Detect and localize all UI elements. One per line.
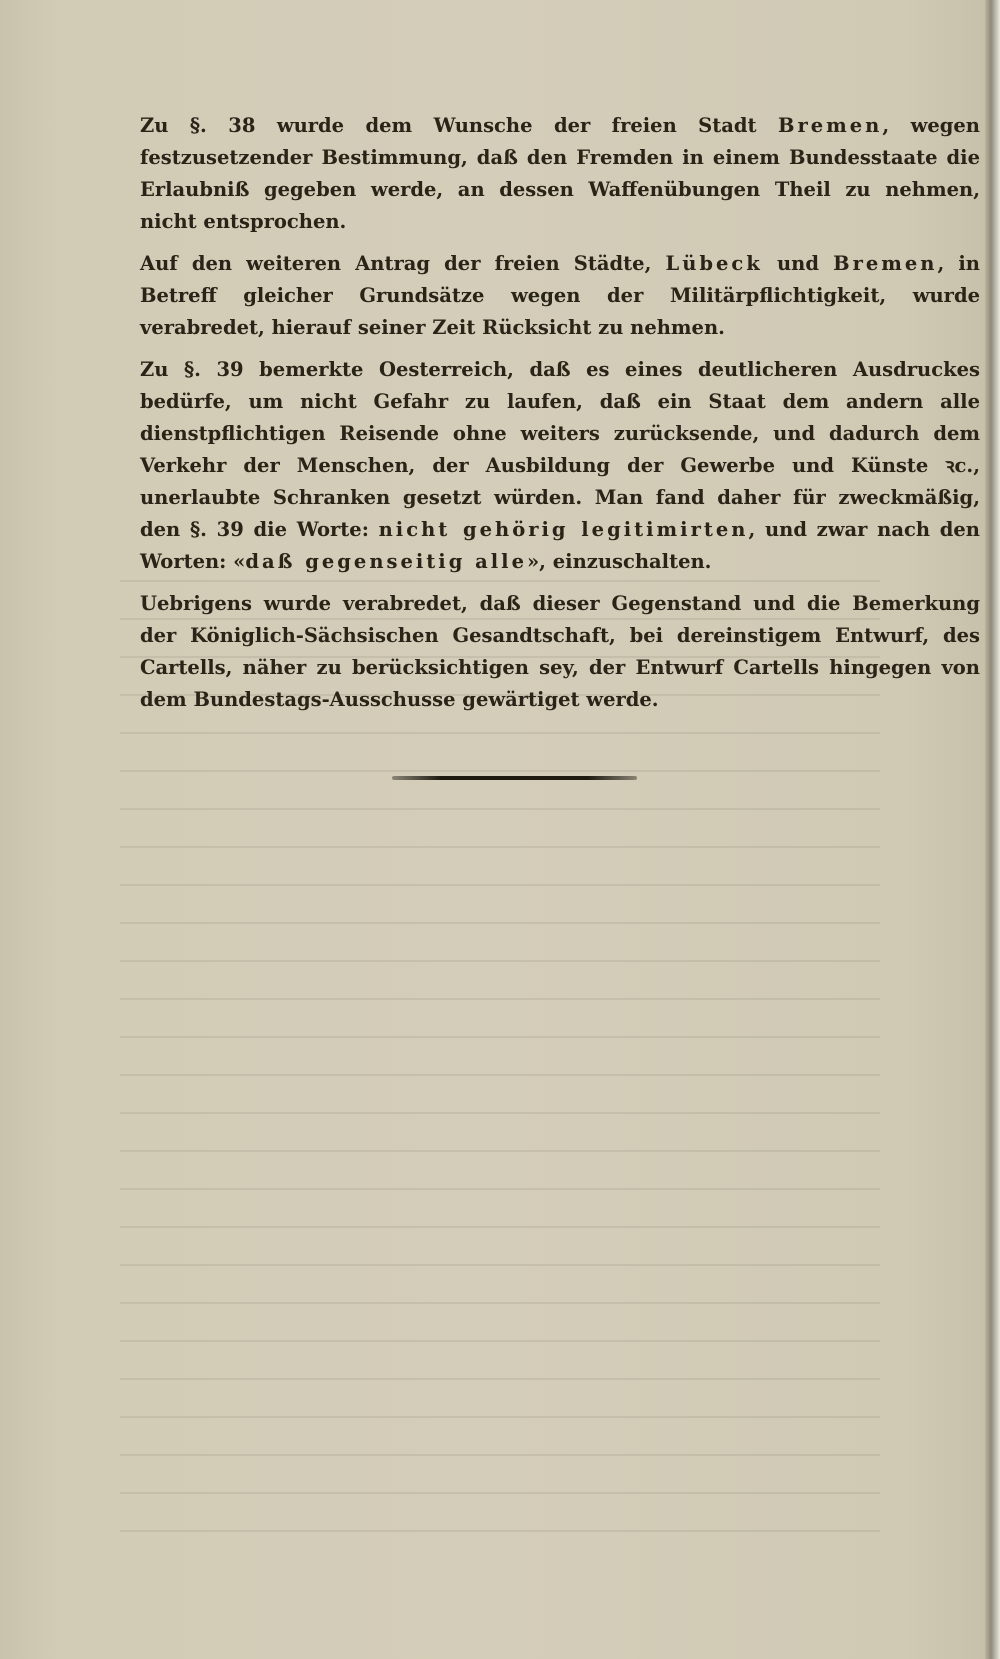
spaced-phrase: nicht gehörig legitimirten xyxy=(378,518,749,541)
text-run: , und zwar nach den Worten: « xyxy=(140,518,980,573)
text-block xyxy=(140,110,980,726)
text-run: , in Betreff gleicher Grundsätze wegen der Militärpflichtigkeit, wurde verabredet, hierauf seiner Zeit Rücksicht zu nehmen. xyxy=(140,252,980,339)
section-divider-rule xyxy=(392,776,637,780)
text-run: Zu §. 38 wurde dem Wunsche der freien Stadt xyxy=(140,114,778,137)
text-run: und xyxy=(762,252,834,275)
spaced-name-bremen: Bremen xyxy=(777,114,883,137)
text-run: Uebrigens wurde verabredet, daß dieser Gegenstand und die Bemerkung der Königlich-Sächsischen Gesandtschaft, bei dereinstigem Entwurf, des Cartells, näher zu berücksichtigen sey, der Entwurf Cartells hingegen von dem Bundestags-Ausschusse gewärtiget werde. xyxy=(140,592,980,711)
paragraph-1 xyxy=(140,110,980,238)
paragraph-2 xyxy=(140,248,980,344)
spaced-phrase: daß gegenseitig alle xyxy=(245,550,527,573)
spaced-name-luebeck: Lübeck xyxy=(665,252,763,275)
text-run: Auf den weiteren Antrag der freien Städte, xyxy=(140,252,666,275)
text-run: », einzuschalten. xyxy=(526,550,712,573)
page-edge-shadow xyxy=(985,0,1000,1659)
spaced-name-bremen: Bremen xyxy=(833,252,938,275)
paragraph-4 xyxy=(140,588,980,716)
text-run: , wegen festzusetzender Bestimmung, daß den Fremden in einem Bundesstaate die Erlaubniß gegeben werde, an dessen Waffenübungen Theil zu nehmen, nicht entsprochen. xyxy=(140,114,980,233)
paragraph-3 xyxy=(140,354,980,578)
text-run: Zu §. 39 bemerkte Oesterreich, daß es eines deutlicheren Ausdruckes bedürfe, um nicht Gefahr zu laufen, daß ein Staat dem andern alle dienstpflichtigen Reisende ohne weiters zurücksende, und dadurch dem Verkehr der Menschen, der Ausbildung der Gewerbe und Künste ꝛc., unerlaubte Schranken gesetzt würden. Man fand daher für zweckmäßig, den §. 39 die Worte: xyxy=(140,358,980,541)
